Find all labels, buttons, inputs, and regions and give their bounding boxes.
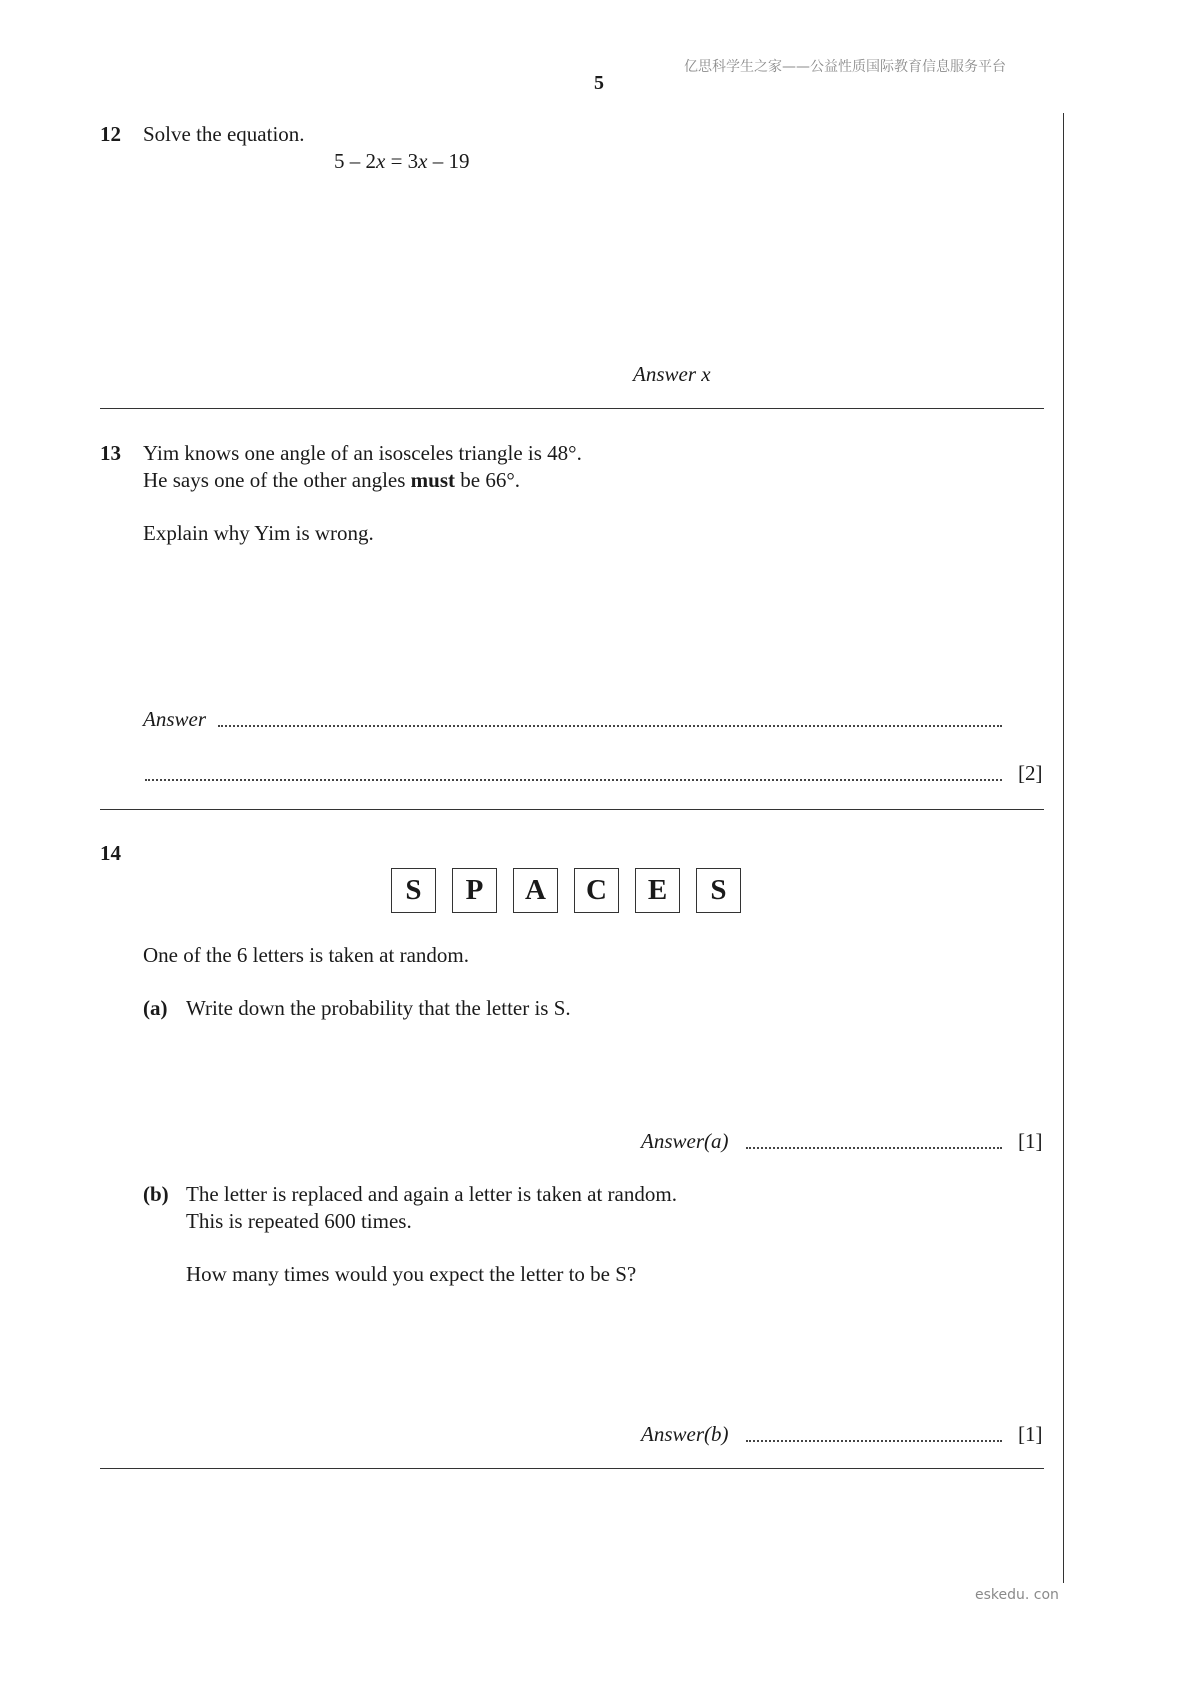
answer-line[interactable]	[218, 725, 1002, 727]
question-text-line: Yim knows one angle of an isosceles triangle is 48°.	[143, 441, 582, 465]
part-text: Write down the probability that the letter is S.	[186, 996, 571, 1020]
answer-label: Answer x	[633, 362, 711, 386]
question-number: 14	[100, 841, 121, 865]
equation-variable: x	[376, 149, 386, 173]
text-span: be 66°.	[455, 468, 520, 492]
letter-tiles	[391, 868, 741, 913]
question-divider	[100, 809, 1044, 810]
equation-variable: x	[418, 149, 428, 173]
question-text-line	[143, 467, 520, 494]
equation	[334, 148, 470, 175]
question-prompt: Solve the equation.	[143, 122, 305, 146]
answer-label: Answer(b)	[641, 1422, 729, 1446]
marks: [1]	[1018, 1422, 1043, 1446]
marks: [1]	[1018, 1129, 1043, 1153]
part-label: (b)	[143, 1182, 169, 1206]
part-text-line: The letter is replaced and again a letter is taken at random.	[186, 1182, 677, 1206]
watermark-bottom: eskedu. con	[975, 1587, 1059, 1603]
instruction: Explain why Yim is wrong.	[143, 521, 374, 545]
equation-part: = 3	[385, 149, 419, 173]
part-text-line: This is repeated 600 times.	[186, 1209, 412, 1233]
letter-tile: S	[696, 868, 741, 913]
page-number: 5	[594, 72, 604, 94]
marks: [2]	[1018, 761, 1043, 785]
question-divider	[100, 408, 1044, 409]
emphasis-text: must	[410, 468, 456, 492]
part-question: How many times would you expect the letter to be S?	[186, 1262, 637, 1286]
answer-label: Answer	[143, 707, 206, 731]
margin-line	[1063, 113, 1064, 1583]
answer-line[interactable]	[746, 1147, 1002, 1149]
answer-line[interactable]	[746, 1440, 1002, 1442]
letter-tile: P	[452, 868, 497, 913]
equation-part: 5 – 2	[334, 149, 376, 173]
text-span: He says one of the other angles	[143, 468, 411, 492]
question-intro: One of the 6 letters is taken at random.	[143, 943, 469, 967]
answer-label: Answer(a)	[641, 1129, 729, 1153]
part-label: (a)	[143, 996, 168, 1020]
equation-part: – 19	[427, 149, 470, 173]
question-number: 12	[100, 122, 121, 146]
letter-tile: C	[574, 868, 619, 913]
answer-line[interactable]	[145, 779, 1002, 781]
watermark-top: 亿思科学生之家——公益性质国际教育信息服务平台	[684, 59, 1006, 75]
question-divider	[100, 1468, 1044, 1469]
letter-tile: A	[513, 868, 558, 913]
letter-tile: S	[391, 868, 436, 913]
question-number: 13	[100, 441, 121, 465]
letter-tile: E	[635, 868, 680, 913]
